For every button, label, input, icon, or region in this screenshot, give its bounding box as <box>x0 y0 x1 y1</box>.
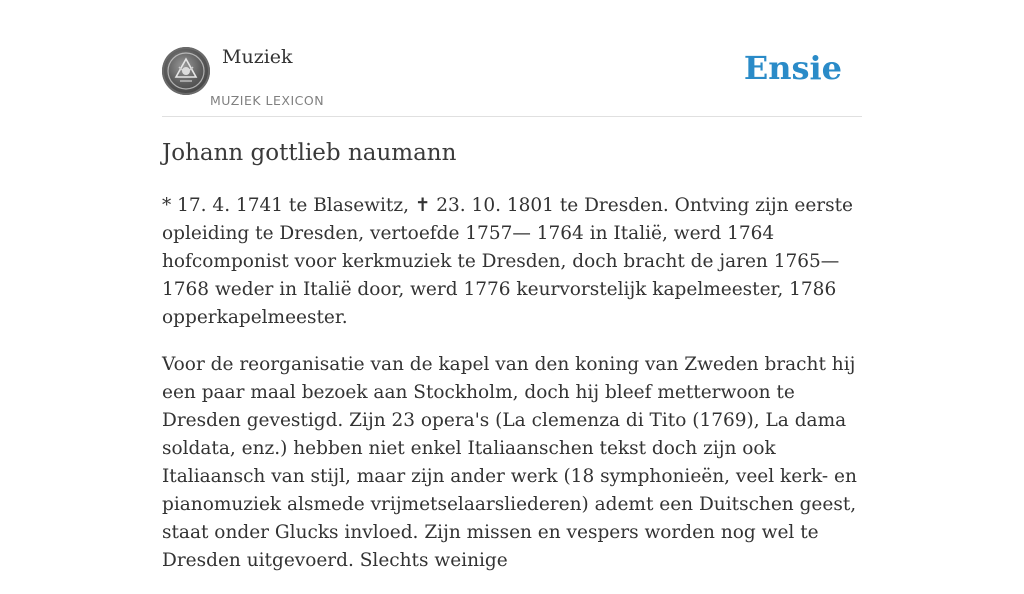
brand-logo[interactable]: Ensie <box>743 49 842 87</box>
publication-logo-icon[interactable] <box>162 47 210 95</box>
article-paragraph: Voor de reorganisatie van de kapel van den koning van Zweden bracht hij een paar maal bezoek aan Stockholm, doch hij bleef metterwoon te Dresden gevestigd. Zijn 23 opera's (La clemenza di Tito (1769), La dama soldata, enz.) hebben niet enkel Italiaanschen tekst doch zijn ook Italiaansch van stijl, maar zijn ander werk (18 symphonieën, veel kerk- en pianomuziek alsmede vrijmetselaarsliederen) ademt een Duitschen geest, staat onder Glucks invloed. Zijn missen en vespers worden nog wel te Dresden uitgevoerd. Slechts weinige <box>162 354 857 571</box>
site-header <box>162 40 862 117</box>
publication-subtitle: MUZIEK LEXICON <box>210 93 325 108</box>
article-paragraph: * 17. 4. 1741 te Blasewitz, ✝ 23. 10. 1801 te Dresden. Ontving zijn eerste opleiding te Dresden, vertoefde 1757— 1764 in Italië, werd 1764 hofcomponist voor kerkmuziek te Dresden, doch bracht de jaren 1765—1768 weder in Italië door, werd 1776 keurvorstelijk kapelmeester, 1786 opperkapelmeester. <box>162 195 853 328</box>
publication-name[interactable]: Muziek <box>222 46 293 68</box>
article-body <box>162 192 866 594</box>
article-title: Johann gottlieb naumann <box>162 140 457 166</box>
emblem-icon <box>162 47 210 95</box>
